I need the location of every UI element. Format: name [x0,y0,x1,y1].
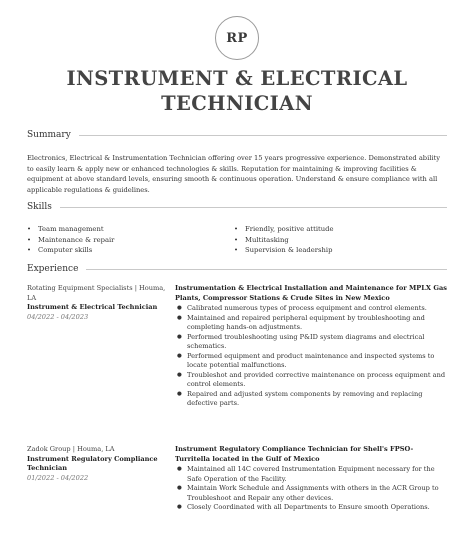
skill-item: • Team management [27,224,114,235]
job-bullet: ● Maintain Work Schedule and Assignments with others in the ACR Group to Troubleshoot and Repair any other devices. [175,484,447,503]
experience-divider [86,269,447,270]
job-bullet: ● Performed equipment and product maintenance and inspected systems to locate potential malfunctions. [175,352,447,371]
monogram-badge [215,16,259,60]
job-dates: 01/2022 - 04/2022 [27,473,89,482]
page-title [0,66,474,116]
job-role: Instrument Regulatory Compliance Technician [27,454,158,472]
job-heading: Instrumentation & Electrical Installation and Maintenance for MPLX Gas Plants, Compressor Stations & Crude Sites in New Mexico [175,284,447,302]
skill-item: • Multitasking [234,235,334,246]
monogram-initials: RP [226,30,248,46]
summary-heading: Summary [27,130,71,140]
skills-list-left [27,224,114,256]
job-details [175,284,447,409]
job-details [175,445,447,513]
skills-divider [60,207,447,208]
skill-item: • Maintenance & repair [27,235,114,246]
job-bullets [175,465,447,513]
job-meta [27,284,167,322]
skills-section-header [27,202,447,212]
skill-item: • Friendly, positive attitude [234,224,334,235]
experience-section-header [27,264,447,274]
skill-item: • Computer skills [27,245,114,256]
page-title-line-2: TECHNICIAN [161,92,313,115]
skill-item: • Supervision & leadership [234,245,334,256]
skills-list-right [234,224,334,256]
job-bullet: ● Troubleshot and provided corrective maintenance on process equipment and control elements. [175,371,447,390]
page-title-line-1: INSTRUMENT & ELECTRICAL [66,67,408,90]
job-company: Rotating Equipment Specialists | Houma, LA [27,284,166,302]
job-bullet: ● Performed troubleshooting using P&ID system diagrams and electrical schematics. [175,333,447,352]
job-bullet: ● Maintained and repaired peripheral equipment by troubleshooting and completing hands-on adjustments. [175,314,447,333]
job-bullets [175,304,447,409]
job-meta [27,445,167,483]
job-bullet: ● Closely Coordinated with all Departments to Ensure smooth Operations. [175,503,447,513]
summary-text: Electronics, Electrical & Instrumentation Technician offering over 15 years progressive experience. Demonstrated ability to easily learn & apply new or enhanced technologies & skills. Reputation for maintaining & improving facilities & equipment at above standard levels, ensuring smooth & continuous operation. Understand & ensure compliance with all applicable regulations & guidelines. [27,154,440,194]
job-role: Instrument & Electrical Technician [27,303,158,311]
summary-section-header [27,130,447,140]
job-heading: Instrument Regulatory Compliance Technician for Shell's FPSO-Turritella located in the Gulf of Mexico [175,445,414,463]
job-bullet: ● Calibrated numerous types of process equipment and control elements. [175,304,447,314]
job-dates: 04/2022 - 04/2023 [27,312,89,321]
job-bullet: ● Maintained all 14C covered Instrumentation Equipment necessary for the Safe Operation of the Facility. [175,465,447,484]
job-bullet: ● Repaired and adjusted system components by removing and replacing defective parts. [175,390,447,409]
summary-divider [79,135,447,136]
experience-heading: Experience [27,264,79,274]
skills-heading: Skills [27,202,52,212]
job-company: Zadok Group | Houma, LA [27,445,115,453]
